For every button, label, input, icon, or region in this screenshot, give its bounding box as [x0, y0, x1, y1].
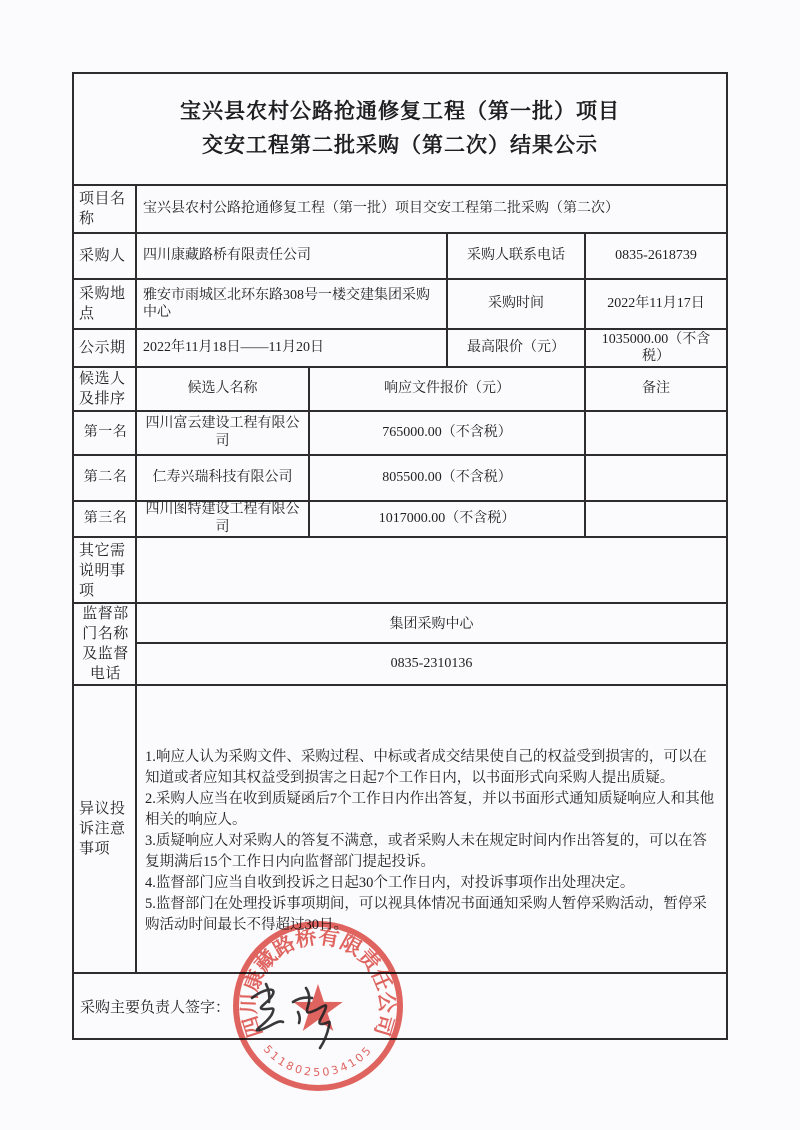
candidate-row [74, 456, 726, 502]
project-name-row [74, 186, 726, 234]
purchaser-label: 采购人 [74, 234, 137, 278]
candidate-price: 765000.00（不含税） [310, 412, 586, 454]
location-row [74, 280, 726, 330]
supervision-label: 监督部门名称及监督电话 [74, 604, 137, 684]
candidate-price: 1017000.00（不含税） [310, 502, 586, 536]
candidate-name: 仁寿兴瑞科技有限公司 [137, 456, 310, 500]
candidates-note-header: 备注 [642, 381, 670, 396]
purchaser-phone-value: 0835-2618739 [615, 248, 697, 263]
candidate-note [586, 502, 726, 536]
title-block [74, 74, 726, 186]
seal-company-text: 四川康藏路桥有限责任公司 [238, 926, 398, 1040]
candidate-note [586, 456, 726, 500]
page-title-line1: 宝兴县农村公路抢通修复工程（第一批）项目 [180, 100, 620, 123]
candidate-rank: 第一名 [74, 412, 137, 454]
max-price-label: 最高限价（元） [448, 330, 586, 366]
publicity-period-label: 公示期 [74, 330, 137, 366]
purchaser-value: 四川康藏路桥有限责任公司 [137, 234, 448, 278]
svg-text:5118025034105 [261, 1043, 376, 1079]
candidate-row [74, 412, 726, 456]
candidate-name: 四川图特建设工程有限公司 [137, 502, 310, 536]
candidates-header-row [74, 368, 726, 412]
page-title-line2: 交安工程第二批采购（第二次）结果公示 [202, 134, 598, 157]
supervision-department: 集团采购中心 [137, 604, 726, 644]
objection-item: 2.采购人应当在收到质疑函后7个工作日内作出答复，并以书面形式通知质疑响应人和其他相关的响应人。 [145, 790, 715, 828]
location-label: 采购地点 [74, 280, 137, 328]
max-price-value: 1035000.00（不含税） [601, 332, 711, 364]
signature-label: 采购主要负责人签字： [80, 999, 231, 1016]
location-value: 雅安市雨城区北环东路308号一楼交建集团采购中心 [137, 280, 448, 328]
supervision-row [74, 604, 726, 686]
announcement-form [72, 72, 728, 1040]
candidate-note [586, 412, 726, 454]
purchaser-row [74, 234, 726, 280]
project-name-value: 宝兴县农村公路抢通修复工程（第一批）项目交安工程第二批采购（第二次） [143, 201, 619, 216]
signature-row [74, 974, 726, 1038]
purchase-time-value: 2022年11月17日 [607, 296, 705, 311]
objection-item: 5.监督部门在处理投诉事项期间，可以视具体情况书面通知采购人暂停采购活动，暂停采购活动时间最长不得超过30日。 [145, 895, 707, 933]
candidate-rank: 第三名 [74, 502, 137, 536]
objection-item: 3.质疑响应人对采购人的答复不满意，或者采购人未在规定时间内作出答复的，可以在答复期满后15个工作日内向监督部门提起投诉。 [145, 832, 707, 870]
seal-number-text: 5118025034105 [260, 1042, 376, 1079]
candidate-price: 805500.00（不含税） [310, 456, 586, 500]
purchaser-phone-label: 采购人联系电话 [448, 234, 586, 278]
supervision-values [137, 604, 726, 684]
objection-content [137, 686, 726, 972]
other-notes-label: 其它需说明事项 [74, 538, 137, 602]
purchase-time-label: 采购时间 [448, 280, 586, 328]
objection-item: 4.监督部门应当自收到投诉之日起30个工作日内，对投诉事项作出处理决定。 [145, 874, 635, 891]
objection-item: 1.响应人认为采购文件、采购过程、中标或者成交结果使自己的权益受到损害的，可以在知道或者应知其权益受到损害之日起7个工作日内，以书面形式向采购人提出质疑。 [145, 748, 707, 786]
candidates-name-header: 候选人名称 [137, 368, 310, 410]
page-title [180, 95, 620, 163]
candidates-rank-header: 候选人及排序 [74, 368, 137, 410]
project-name-label: 项目名称 [74, 186, 137, 232]
candidate-row [74, 502, 726, 538]
other-notes-row [74, 538, 726, 604]
objection-row [74, 686, 726, 974]
candidates-price-header: 响应文件报价（元） [310, 368, 586, 410]
other-notes-value [137, 538, 726, 602]
publicity-period-value: 2022年11月18日——11月20日 [137, 330, 448, 366]
publicity-period-row [74, 330, 726, 368]
objection-label: 异议投诉注意事项 [74, 686, 137, 972]
candidate-rank: 第二名 [74, 456, 137, 500]
supervision-phone: 0835-2310136 [390, 656, 473, 671]
candidate-name: 四川富云建设工程有限公司 [137, 412, 310, 454]
